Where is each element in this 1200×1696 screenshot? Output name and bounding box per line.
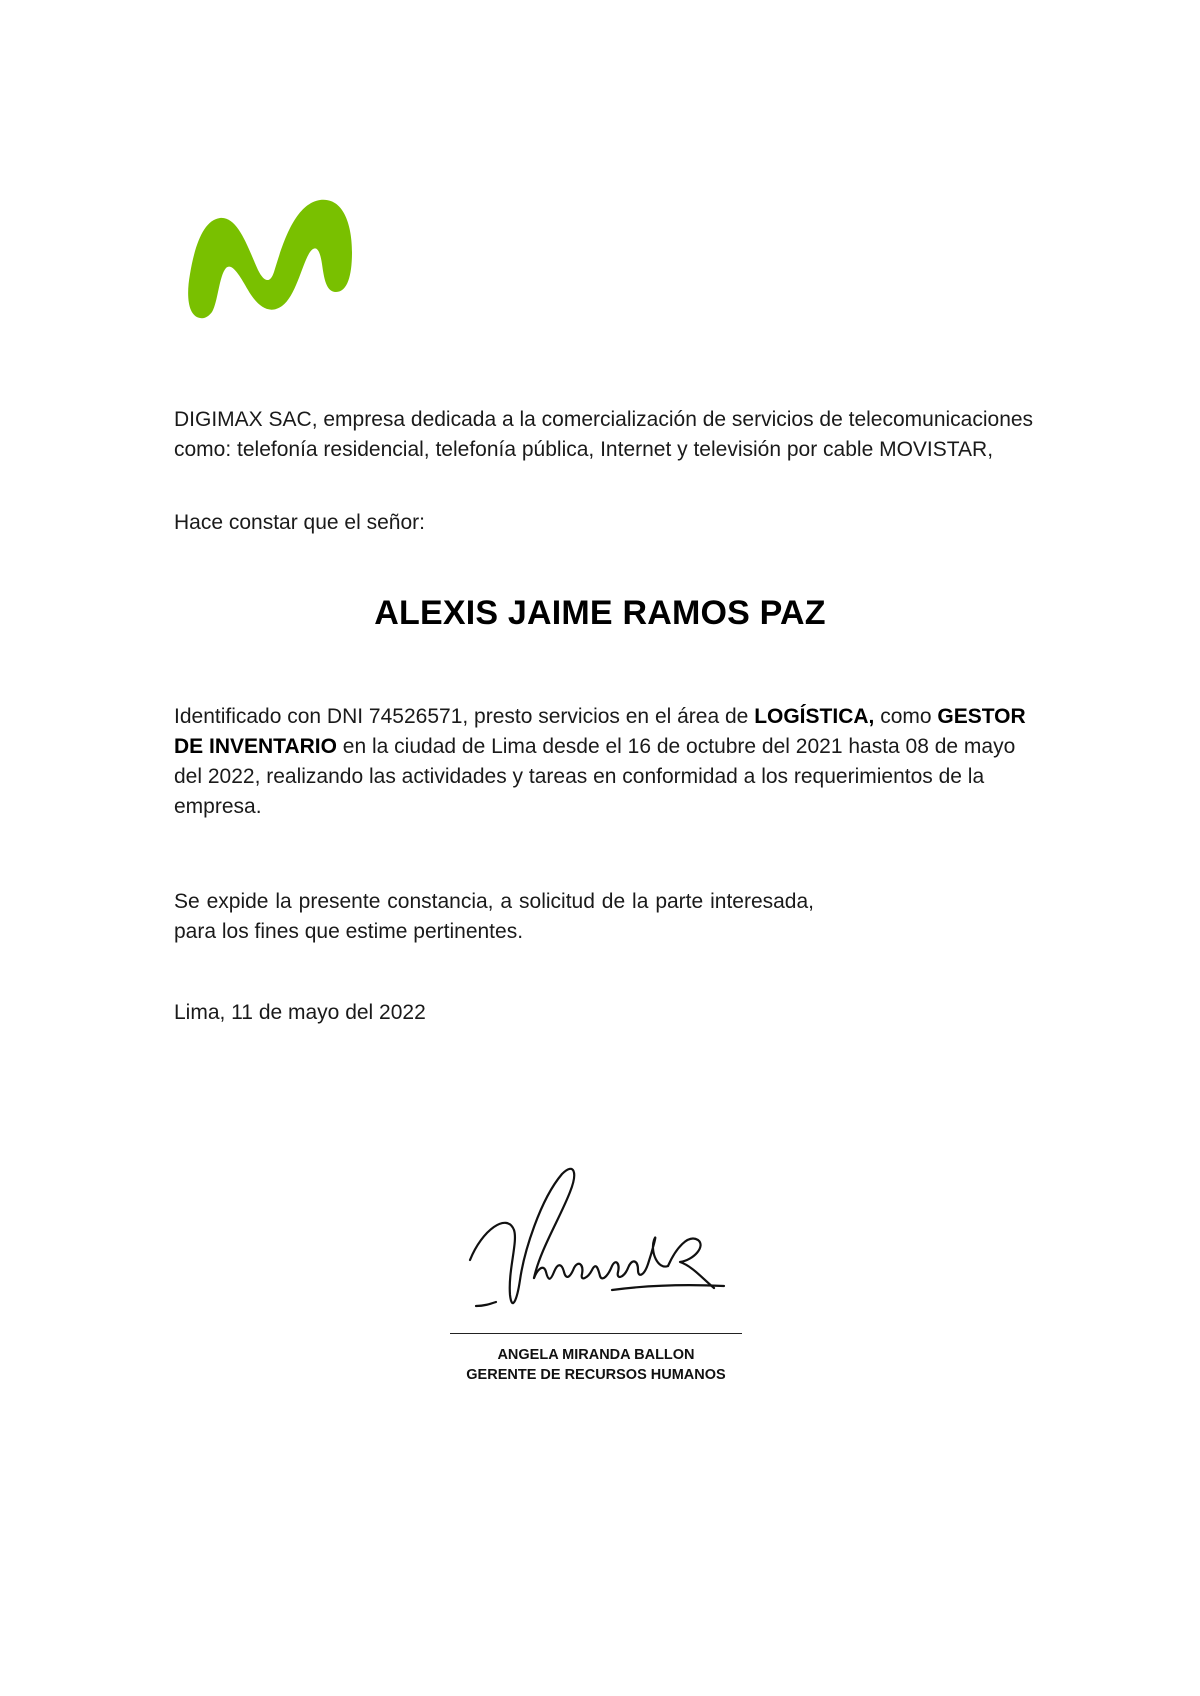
intro-paragraph: DIGIMAX SAC, empresa dedicada a la comercialización de servicios de telecomunicaciones como: telefonía residencial, telefonía pública, Internet y televisión por cable MOVISTAR, bbox=[174, 408, 1034, 461]
certify-line: Hace constar que el señor: bbox=[174, 511, 425, 534]
signer-role: GERENTE DE RECURSOS HUMANOS bbox=[466, 1367, 726, 1383]
movistar-logo-icon bbox=[186, 196, 356, 331]
area-name: LOGÍSTICA, bbox=[754, 705, 875, 728]
body-text-part3: en la ciudad de Lima desde el 16 de octubre del 2021 hasta 08 de mayo del 2022, realizando las actividades y tareas en conformidad a los requerimientos de la empresa. bbox=[174, 735, 1016, 818]
body-text-part1: Identificado con DNI 74526571, presto servicios en el área de bbox=[174, 705, 755, 728]
signer-name: ANGELA MIRANDA BALLON bbox=[497, 1347, 695, 1363]
employment-paragraph bbox=[174, 702, 1034, 822]
job-position: GESTOR DE INVENTARIO bbox=[174, 705, 1026, 758]
signature-icon bbox=[462, 1160, 732, 1325]
date-line: Lima, 11 de mayo del 2022 bbox=[174, 1001, 426, 1024]
issuance-paragraph: Se expide la presente constancia, a solicitud de la parte interesada, para los fines que estime pertinentes. bbox=[174, 890, 814, 943]
body-text-part2: como bbox=[874, 705, 938, 728]
signature-line bbox=[450, 1333, 742, 1334]
employee-name: ALEXIS JAIME RAMOS PAZ bbox=[374, 594, 826, 632]
